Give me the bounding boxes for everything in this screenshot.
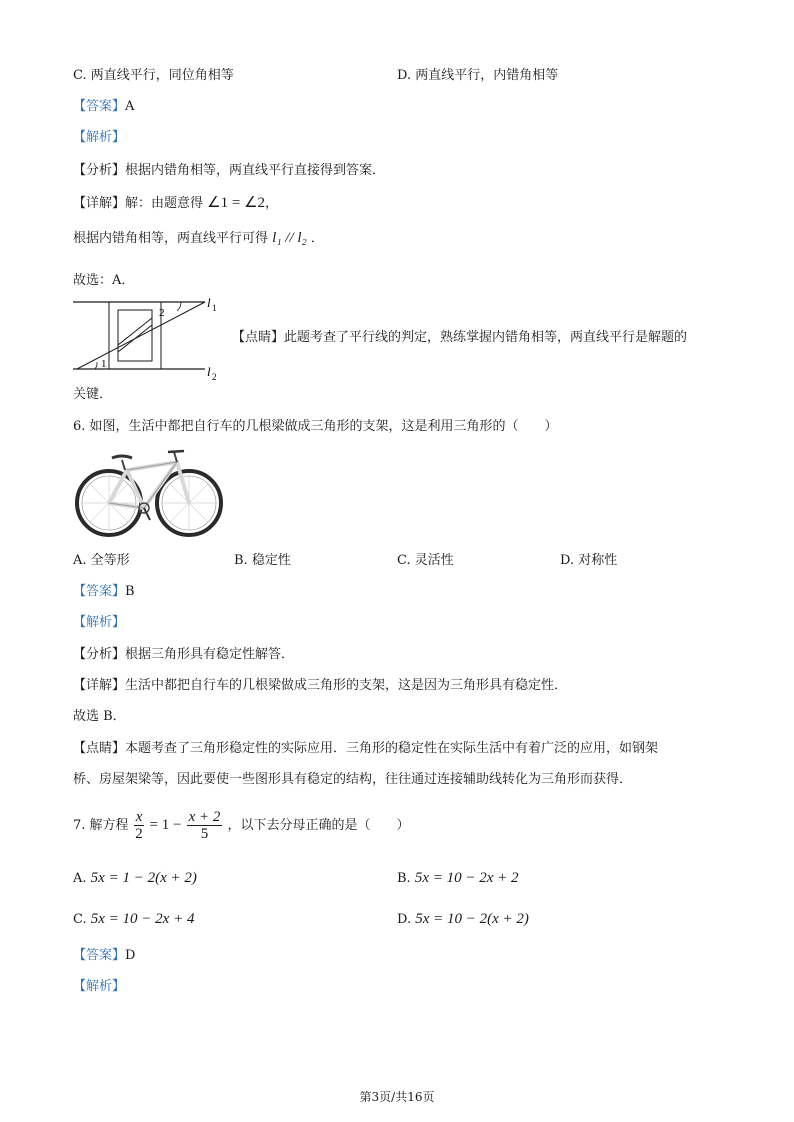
q5-xiangjie: 【详解】解：由题意得 ∠1 = ∠2，: [73, 195, 279, 211]
q7-option-b: B. 5x = 10 − 2x + 2: [397, 870, 519, 886]
q6-stem: 6. 如图，生活中都把自行车的几根梁做成三角形的支架，这是利用三角形的（ ）: [73, 419, 558, 434]
answer-tag: 【答案】: [73, 99, 126, 114]
inner-rect: [118, 310, 152, 361]
answer-value: A: [125, 99, 135, 114]
q7-option-b-expr: 5x = 10 − 2x + 2: [414, 870, 519, 886]
q7-option-a-expr: 5x = 1 − 2(x + 2): [90, 870, 197, 886]
xiangjie-tag: 【详解】: [73, 196, 126, 211]
angle-2-label: 2: [159, 307, 165, 319]
q5-dianjing: [232, 329, 687, 347]
bicycle-image: [72, 448, 224, 538]
xiangjie-text: 解：由题意得: [125, 196, 204, 211]
saddle: [112, 456, 132, 458]
parallel-text: 根据内错角相等，两直线平行可得: [73, 231, 269, 246]
q7-option-c-expr: 5x = 10 − 2x + 4: [90, 911, 195, 927]
q7-option-c: C. 5x = 10 − 2x + 4: [73, 911, 195, 927]
dianjing-text: 本题考查了三角形稳定性的实际应用．三角形的稳定性在实际生活中有着广泛的应用，如钢架: [125, 741, 659, 756]
page-number: 第3页/共16页: [359, 1090, 435, 1104]
xiangjie-text: 生活中都把自行车的几根梁做成三角形的支架，这是因为三角形具有稳定性．: [125, 678, 568, 693]
q6-answer: [73, 583, 135, 601]
q7-eq-mid: = 1 −: [149, 817, 182, 833]
q6-option-a: A. 全等形: [73, 553, 130, 568]
q5-fenxi: [73, 162, 385, 180]
q5-option-c: C. 两直线平行，同位角相等: [73, 68, 234, 83]
q5-dianjing-cont: 关键．: [73, 387, 113, 402]
dianjing-text: 此题考查了平行线的判定，熟练掌握内错角相等，两直线平行是解题的: [284, 330, 688, 345]
q6-dianjing: [73, 740, 658, 758]
q5-parallel-line: [73, 229, 324, 248]
q7-answer: [73, 947, 135, 965]
fraction-x-plus-2-over-5: $\frac{x + 2}{5}$: [188, 809, 221, 842]
answer-value: B: [125, 584, 135, 599]
q6-xiangjie: [73, 677, 567, 695]
q5-option-d: D. 两直线平行，内错角相等: [397, 68, 559, 83]
angle-1-label: 1: [101, 358, 107, 370]
transversal: [77, 302, 205, 369]
answer-tag: 【答案】: [73, 948, 126, 963]
label-l2: l: [207, 364, 211, 379]
q6-fenxi: [73, 646, 294, 664]
parallel-lines-diagram: [73, 296, 223, 381]
svg-text:1: 1: [212, 303, 217, 313]
q7-stem-suffix: ，以下去分母正确的是（ ）: [227, 818, 410, 833]
dianjing-tag: 【点睛】: [232, 330, 285, 345]
angle-equation: ∠1 = ∠2: [207, 195, 266, 211]
fenxi-text: 根据三角形具有稳定性解答．: [125, 647, 295, 662]
q7-jiexi-tag: 【解析】: [73, 979, 126, 994]
q6-dianjing-cont: 桥、房屋架梁等，因此要使一些图形具有稳定的结构，往往通过连接辅助线转化为三角形而获得．: [73, 772, 633, 787]
label-l1: l: [207, 295, 211, 310]
fenxi-tag: 【分析】: [73, 163, 126, 178]
answer-value: D: [125, 948, 136, 963]
q6-jiexi-tag: 【解析】: [73, 615, 126, 630]
q7-option-d: D. 5x = 10 − 2(x + 2): [397, 911, 529, 927]
dianjing-tag: 【点睛】: [73, 741, 126, 756]
q5-guxuan: 故选：A．: [73, 273, 135, 288]
fenxi-tag: 【分析】: [73, 647, 126, 662]
q7-stem-prefix: 7. 解方程: [73, 818, 129, 833]
svg-text:2: 2: [212, 372, 217, 382]
handlebar: [168, 451, 184, 452]
parallel-expression: l₁ // l₂: [272, 230, 307, 246]
q6-option-c: C. 灵活性: [397, 553, 454, 568]
frame-rect: [109, 302, 161, 369]
fenxi-text: 根据内错角相等，两直线平行直接得到答案．: [125, 163, 386, 178]
q7-stem: [73, 808, 410, 843]
fraction-x-over-2: $\frac{x}{2}$: [135, 809, 143, 842]
q7-option-a: A. 5x = 1 − 2(x + 2): [73, 870, 197, 886]
q6-option-b: B. 稳定性: [234, 553, 291, 568]
xiangjie-tag: 【详解】: [73, 678, 126, 693]
parallel-end: ．: [310, 231, 324, 246]
q5-jiexi-tag: 【解析】: [73, 130, 126, 145]
answer-tag: 【答案】: [73, 584, 126, 599]
q7-option-d-expr: 5x = 10 − 2(x + 2): [415, 911, 529, 927]
q5-answer: [73, 98, 134, 116]
q6-guxuan: 故选 B．: [73, 709, 126, 724]
q6-option-d: D. 对称性: [560, 553, 618, 568]
